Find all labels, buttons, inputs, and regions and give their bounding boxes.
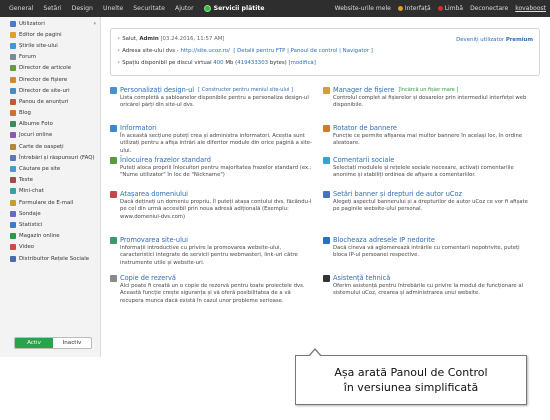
module-description: Oferim asistență pentru întrebările cu privire la modul de funcționare al sistemului uCoz, crearea și administrarea unui website. <box>333 283 524 297</box>
module-title: Personalizați design-ul <box>120 86 195 94</box>
module-title-link[interactable] <box>323 156 528 164</box>
site-links[interactable]: [ Detalii pentru FTP | Panoul de control | Navigator ] <box>233 48 373 54</box>
bullet-icon: • <box>117 48 121 54</box>
module-description: Dacă cineva vă aglomerează intrările cu comentarii nepotrivite, puteți bloca IP-ul persoanei respective. <box>333 245 520 259</box>
sidebar-item-icon <box>10 244 16 250</box>
sidebar <box>0 17 101 357</box>
module-card <box>110 156 315 180</box>
paid-services-label: Servicii plătite <box>213 5 265 12</box>
menu-design[interactable]: Design <box>71 5 93 12</box>
module-icon <box>323 125 330 132</box>
language-label: Limbă <box>444 5 464 12</box>
sidebar-item-label: Video <box>19 244 35 251</box>
sidebar-item-label: Albume Foto <box>19 121 53 128</box>
module-description: Funcție ce permite afișarea mai multor bannere în același loc, în ordine aleatoare. <box>333 133 523 147</box>
module-icon <box>323 157 330 164</box>
space-bytes: 419433303 <box>237 60 269 66</box>
interface-label: Interfață <box>404 5 431 12</box>
sidebar-item-label: Blog <box>19 110 31 117</box>
module-card <box>323 156 528 180</box>
chevron-down-icon[interactable]: ▾ <box>93 20 96 27</box>
module-description: Lista completă a șabloanelor disponibile pentru a personaliza design-ul oricărei părți din site-ul dvs. <box>120 95 309 109</box>
menu-settings[interactable]: Setări <box>43 5 62 12</box>
gear-icon <box>204 5 211 12</box>
become-label: Deveniți utilizator <box>456 37 505 43</box>
module-icon <box>110 237 117 244</box>
sidebar-item-icon <box>10 155 16 161</box>
sidebar-item-label: Carte de oaspeți <box>19 143 64 150</box>
module-title-link[interactable] <box>110 274 315 282</box>
sidebar-item[interactable] <box>0 74 100 85</box>
my-sites-link[interactable]: Website-urile mele <box>334 5 391 12</box>
module-icon <box>110 125 117 132</box>
module-description: Puteți aloca propriii înlocuitori pentru majoritatea frazelor standard (ex.: "Nume utilizator" în loc de "Nickname") <box>120 165 312 179</box>
sidebar-item[interactable] <box>0 40 100 51</box>
callout-line-1: Așa arată Panoul de Control <box>334 366 488 379</box>
sidebar-item[interactable] <box>0 242 100 253</box>
sidebar-item-icon <box>10 166 16 172</box>
sidebar-item[interactable] <box>0 108 100 119</box>
menu-general[interactable]: General <box>9 5 34 12</box>
sidebar-item-label: Căutare pe site <box>19 166 61 173</box>
top-right-menu <box>335 5 550 12</box>
site-address-link[interactable]: http://site.ucoz.ro/ <box>180 48 230 54</box>
sidebar-item-label: Mini-chat <box>19 188 44 195</box>
sidebar-item-icon <box>10 21 16 27</box>
module-title-link[interactable] <box>110 156 315 164</box>
sidebar-item-icon <box>10 65 16 71</box>
sidebar-item-label: Știrile site-ului <box>19 42 58 49</box>
sidebar-item-icon <box>10 99 16 105</box>
become-premium-link[interactable] <box>456 37 533 43</box>
module-icon <box>323 191 330 198</box>
module-description: Alegeți aspectul bannerului și a drepturilor de autor uCoz ce vor fi afișate pe paginile website-ului personal. <box>333 199 528 213</box>
sidebar-item[interactable] <box>0 85 100 96</box>
callout-tail-fill <box>309 350 321 357</box>
module-title-link[interactable] <box>110 190 315 198</box>
sidebar-item[interactable] <box>0 18 100 29</box>
module-description: În această secțiune puteți crea și administra informatori. Aceștia sunt utilizați pentru a afișa intrări ale diferitor module din orice pagină a site-ului. <box>120 133 312 154</box>
language-link[interactable] <box>438 5 463 12</box>
module-card <box>323 236 528 260</box>
address-label: Adresa site-ului dvs - <box>122 48 179 54</box>
sidebar-item-icon <box>10 77 16 83</box>
sidebar-item-label: Utilizatori <box>19 20 45 27</box>
module-title: Atașarea domeniului <box>120 190 188 198</box>
sidebar-item-icon <box>10 144 16 150</box>
space-suffix: bytes) <box>269 60 287 66</box>
login-date: [03.24.2016, 11:57 AM] <box>160 36 225 42</box>
module-icon <box>110 157 117 164</box>
menu-help[interactable]: Ajutor <box>174 5 194 12</box>
sidebar-item-icon <box>10 43 16 49</box>
sidebar-item-icon <box>10 32 16 38</box>
user-link[interactable]: kovaboost <box>515 5 546 12</box>
sidebar-item-icon <box>10 54 16 60</box>
module-title-link[interactable] <box>110 86 315 94</box>
sidebar-item[interactable] <box>0 52 100 63</box>
modify-link[interactable]: [modifică] <box>288 60 316 66</box>
account-info-box <box>110 28 540 76</box>
active-toggle[interactable] <box>14 337 92 349</box>
sidebar-item-label: Magazin online <box>19 233 60 240</box>
module-icon <box>110 275 117 282</box>
sidebar-item[interactable] <box>0 29 100 40</box>
sidebar-item-label: Teste <box>19 177 33 184</box>
module-title-link[interactable] <box>323 86 528 94</box>
module-icon <box>323 87 330 94</box>
module-title: Setări banner și drepturi de autor uCoz <box>333 190 462 198</box>
sidebar-item[interactable] <box>0 152 100 163</box>
module-title: Copie de rezervă <box>120 274 176 282</box>
callout-line-2: în versiunea simplificată <box>343 381 479 394</box>
sidebar-item[interactable] <box>0 197 100 208</box>
sidebar-item[interactable] <box>0 175 100 186</box>
logout-link[interactable]: Deconectare <box>470 5 509 12</box>
sidebar-item[interactable] <box>0 231 100 242</box>
toggle-active[interactable]: Activ <box>15 338 53 348</box>
module-card <box>110 124 315 155</box>
sidebar-item[interactable] <box>0 63 100 74</box>
premium-label: Premium <box>505 37 533 43</box>
sidebar-item[interactable] <box>0 208 100 219</box>
sidebar-item-label: Întrebări și răspunsuri (FAQ) <box>19 154 95 161</box>
sidebar-item-label: Distribuitor Rețele Sociale <box>19 255 90 262</box>
module-title: Promovarea site-ului <box>120 236 188 244</box>
sidebar-item-label: Panou de anunțuri <box>19 98 69 105</box>
module-title-link[interactable] <box>323 274 528 282</box>
sidebar-item[interactable] <box>0 163 100 174</box>
module-card <box>323 274 528 298</box>
sidebar-item[interactable] <box>0 96 100 107</box>
module-sub-link[interactable]: [încărcă un fișier mare ] <box>398 87 459 93</box>
sidebar-item-label: Sondaje <box>19 210 41 217</box>
module-title: Comentarii sociale <box>333 156 395 164</box>
sidebar-item-icon <box>10 211 16 217</box>
sidebar-item[interactable] <box>0 186 100 197</box>
module-title: Manager de fișiere <box>333 86 395 94</box>
sidebar-item-icon <box>10 188 16 194</box>
main-content <box>110 28 540 76</box>
module-title-link[interactable] <box>110 124 315 132</box>
sidebar-item[interactable] <box>0 219 100 230</box>
sidebar-item-icon <box>10 121 16 127</box>
module-description: Aici poate fi creată un o copie de rezervă pentru toate proiectele dvs. Această funcție crește siguranța și vă oferă posibilitatea de a vă recupera munca dacă există în cazul unor probleme serioase. <box>120 283 305 304</box>
module-title: Blocheaza adresele IP nedorite <box>333 236 435 244</box>
sidebar-item[interactable] <box>0 119 100 130</box>
sidebar-item[interactable] <box>0 130 100 141</box>
module-title: Asistență tehnică <box>333 274 391 282</box>
sidebar-item-label: Jocuri online <box>19 132 53 139</box>
module-card <box>110 86 315 110</box>
module-icon <box>323 237 330 244</box>
sidebar-item-icon <box>10 110 16 116</box>
greeting-text: Salut, <box>122 36 138 42</box>
bullet-icon: • <box>117 36 121 42</box>
sidebar-item-icon <box>10 200 16 206</box>
module-sub-link[interactable]: [ Constructor pentru meniul site-ului ] <box>198 87 293 93</box>
sidebar-item-icon <box>10 88 16 94</box>
module-title-link[interactable] <box>323 236 528 244</box>
toggle-inactive[interactable]: Inactiv <box>53 338 91 348</box>
user-name: Admin <box>139 36 159 42</box>
module-title: Informatori <box>120 124 157 132</box>
sidebar-item[interactable] <box>0 253 100 264</box>
sidebar-item-icon <box>10 177 16 183</box>
flag-icon <box>438 6 443 11</box>
space-prefix: Spațiu disponibil pe discul virtual <box>122 60 212 66</box>
interface-icon <box>398 6 403 11</box>
sidebar-item-label: Forum <box>19 54 37 61</box>
menu-security[interactable]: Securitate <box>133 5 165 12</box>
module-card <box>323 86 528 110</box>
sidebar-list <box>0 17 100 264</box>
module-icon <box>323 275 330 282</box>
sidebar-item[interactable] <box>0 141 100 152</box>
paid-services-link[interactable] <box>199 5 270 12</box>
space-line <box>117 57 533 69</box>
module-card <box>323 124 528 148</box>
module-card <box>110 190 315 221</box>
module-title: Rotator de bannere <box>333 124 397 132</box>
module-description: Dacă dețineți un domeniu propriu, îl puteți atașa contului dvs, făcându-l pe cel din urmă accesibil prin noua adresă adițională (Exemplu: www.domeniul-dvs.com) <box>120 199 312 220</box>
module-card <box>323 190 528 214</box>
sidebar-item-icon <box>10 132 16 138</box>
top-menu <box>0 0 270 17</box>
sidebar-item-label: Director de articole <box>19 65 72 72</box>
sidebar-item-icon <box>10 222 16 228</box>
space-mb: 400 <box>213 60 224 66</box>
module-card <box>110 274 315 305</box>
module-icon <box>110 191 117 198</box>
module-description: Controlul complet al fișierelor și dosarelor prin intermediul interfeței web disponibile. <box>333 95 527 109</box>
module-title: Înlocuirea frazelor standard <box>120 156 211 164</box>
sidebar-item-label: Director de fișiere <box>19 76 68 83</box>
sidebar-item-icon <box>10 233 16 239</box>
module-description: Informații introductive cu privire la promovarea website-ului, caracteristici integrate de servicii pentru webmasteri, link-uri către instrumente utile și website-uri. <box>120 245 298 266</box>
address-line <box>117 45 533 57</box>
sidebar-item-label: Editor de pagini <box>19 31 62 38</box>
callout-box <box>295 355 527 405</box>
module-icon <box>110 87 117 94</box>
sidebar-item-label: Director de site-uri <box>19 87 70 94</box>
bullet-icon: • <box>117 60 121 66</box>
module-card <box>110 236 315 267</box>
sidebar-item-label: Statistici <box>19 221 43 228</box>
sidebar-item-icon <box>10 256 16 262</box>
top-navigation-bar <box>0 0 550 17</box>
module-description: Selectați modulele și rețelele sociale necesare, activați comentariile anonime și stabiliți ordinea de afișare a comentariilor. <box>333 165 514 179</box>
menu-tools[interactable]: Unelte <box>102 5 124 12</box>
space-mid: Mb ( <box>225 60 238 66</box>
module-title-link[interactable] <box>110 236 315 244</box>
sidebar-item-label: Formulare de E-mail <box>19 199 74 206</box>
module-title-link[interactable] <box>323 190 528 198</box>
module-title-link[interactable] <box>323 124 528 132</box>
interface-link[interactable] <box>398 5 431 12</box>
